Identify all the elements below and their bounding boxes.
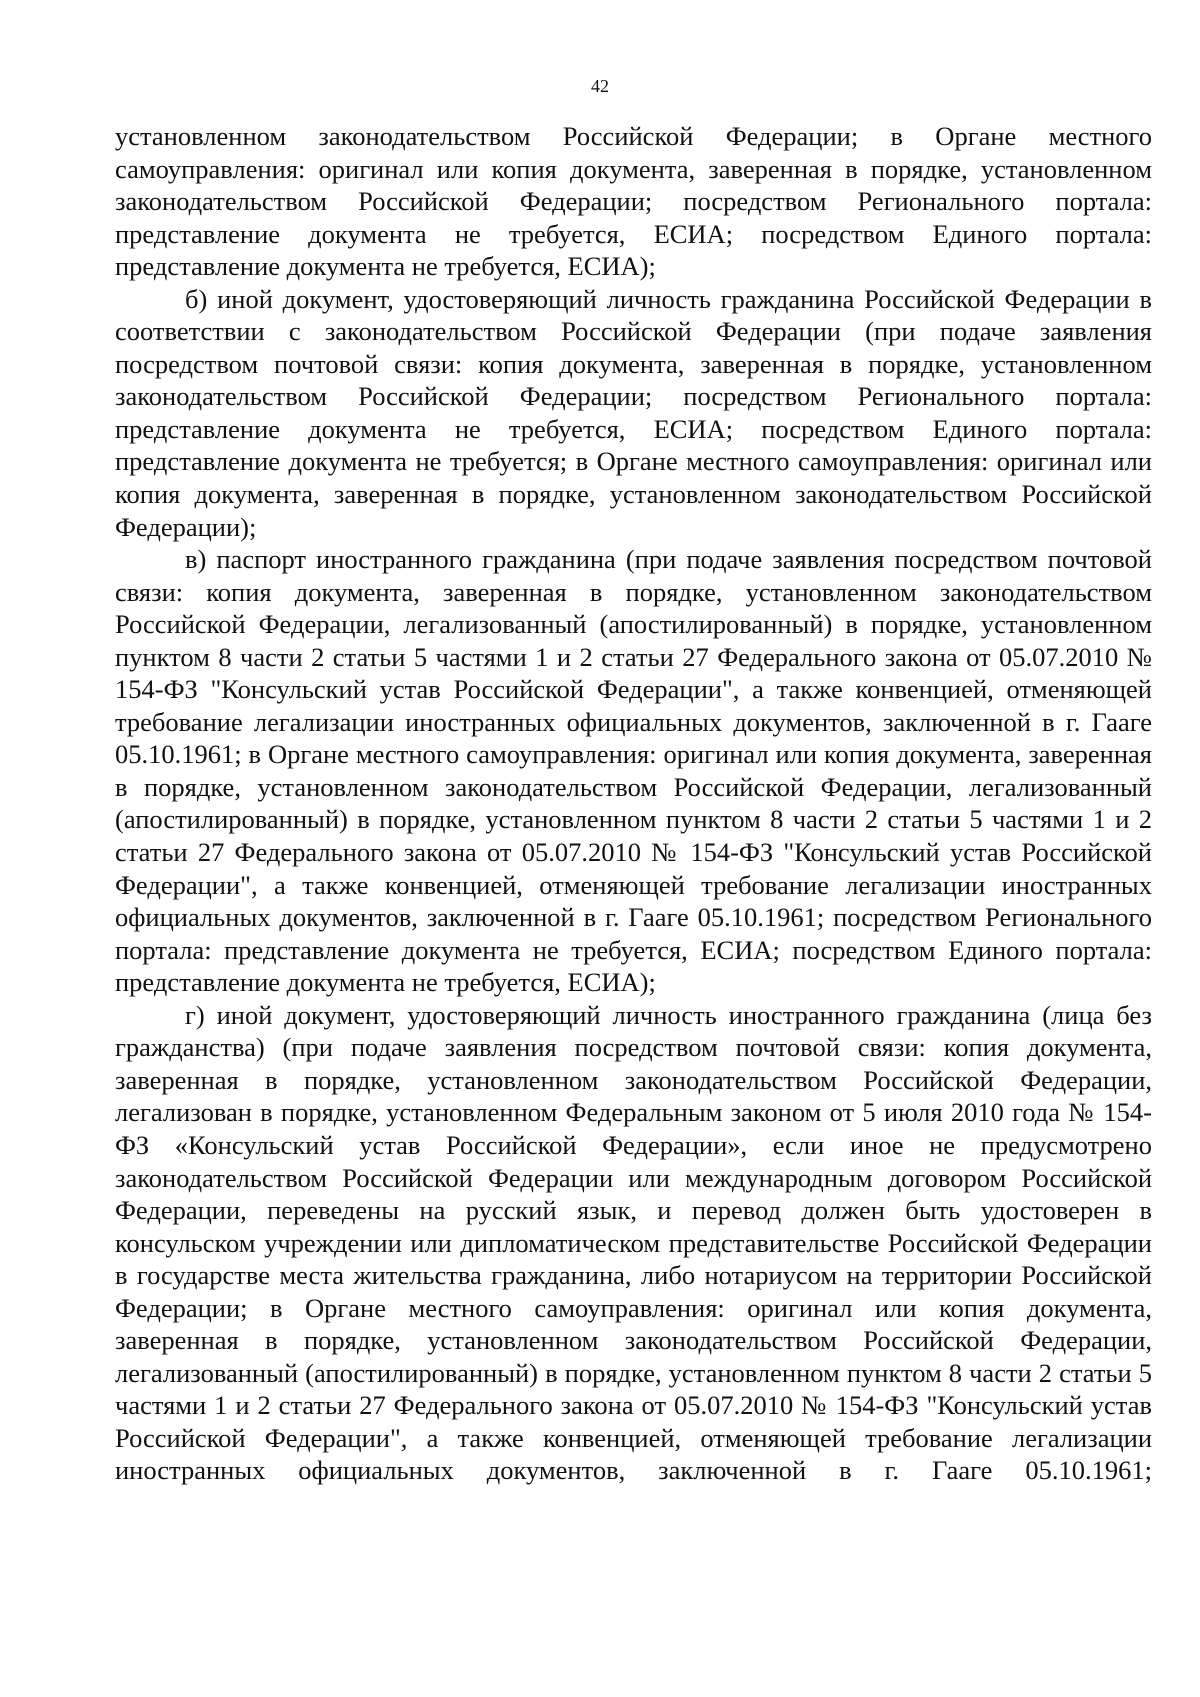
document-body <box>115 120 1152 1487</box>
paragraph-item-v: в) паспорт иностранного гражданина (при подаче заявления посредством почтовой связи: копия документа, заверенная в порядке, установленном законодательством Российской Федерации, легализованный (апостилированный) в порядке, установленном пунктом 8 части 2 статьи 5 частями 1 и 2 статьи 27 Федерального закона от 05.07.2010 № 154-ФЗ "Консульский устав Российской Федерации", а также конвенцией, отменяющей требование легализации иностранных официальных документов, заключенной в г. Гааге 05.10.1961; в Органе местного самоуправления: оригинал или копия документа, заверенная в порядке, установленном законодательством Российской Федерации, легализованный (апостилированный) в порядке, установленном пунктом 8 части 2 статьи 5 частями 1 и 2 статьи 27 Федерального закона от 05.07.2010 № 154-ФЗ "Консульский устав Российской Федерации", а также конвенцией, отменяющей требование легализации иностранных официальных документов, заключенной в г. Гааге 05.10.1961; посредством Регионального портала: представление документа не требуется, ЕСИА; посредством Единого портала: представление документа не требуется, ЕСИА); <box>115 544 1152 998</box>
paragraph-continuation: установленном законодательством Российской Федерации; в Органе местного самоуправления: оригинал или копия документа, заверенная в порядке, установленном законодательством Российской Федерации; посредством Регионального портала: представление документа не требуется, ЕСИА; посредством Единого портала: представление документа не требуется, ЕСИА); <box>115 121 1152 282</box>
page-number: 42 <box>591 76 609 96</box>
paragraph-item-g: г) иной документ, удостоверяющий личность иностранного гражданина (лица без гражданства) (при подаче заявления посредством почтовой связи: копия документа, заверенная в порядке, установленном законодательством Российской Федерации, легализован в порядке, установленном Федеральным законом от 5 июля 2010 года № 154-ФЗ «Консульский устав Российской Федерации», если иное не предусмотрено законодательством Российской Федерации или международным договором Российской Федерации, переведены на русский язык, и перевод должен быть удостоверен в консульском учреждении или дипломатическом представительстве Российской Федерации в государстве места жительства гражданина, либо нотариусом на территории Российской Федерации; в Органе местного самоуправления: оригинал или копия документа, заверенная в порядке, установленном законодательством Российской Федерации, легализованный (апостилированный) в порядке, установленном пунктом 8 части 2 статьи 5 частями 1 и 2 статьи 27 Федерального закона от 05.07.2010 № 154-ФЗ "Консульский устав Российской Федерации", а также конвенцией, отменяющей требование легализации иностранных официальных документов, заключенной в г. Гааге 05.10.1961; <box>115 999 1152 1486</box>
paragraph-item-b: б) иной документ, удостоверяющий личность гражданина Российской Федерации в соответствии с законодательством Российской Федерации (при подаче заявления посредством почтовой связи: копия документа, заверенная в порядке, установленном законодательством Российской Федерации; посредством Регионального портала: представление документа не требуется, ЕСИА; посредством Единого портала: представление документа не требуется; в Органе местного самоуправления: оригинал или копия документа, заверенная в порядке, установленном законодательством Российской Федерации); <box>115 283 1152 542</box>
